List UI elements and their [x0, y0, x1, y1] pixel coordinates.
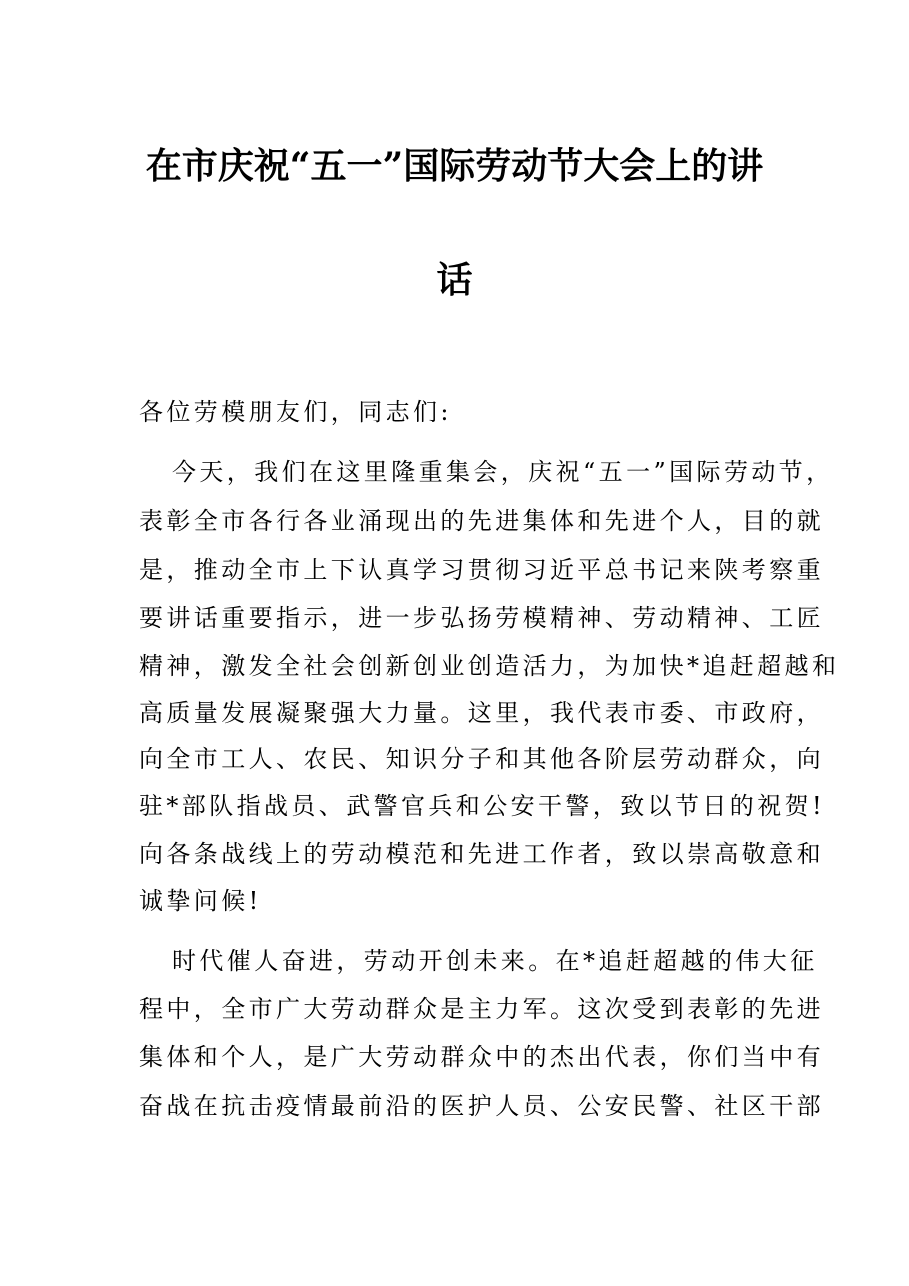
- paragraph-1-line: 精神，激发全社会创新创业创造活力，为加快*追赶超越和: [139, 652, 840, 680]
- paragraph-1-line: 要讲话重要指示，进一步弘扬劳模精神、劳动精神、工匠: [139, 604, 824, 632]
- paragraph-1-line: 高质量发展凝聚强大力量。这里，我代表市委、市政府，: [139, 699, 824, 727]
- paragraph-2-line: 奋战在抗击疫情最前沿的医护人员、公安民警、社区干部: [139, 1092, 824, 1120]
- document-title-line-1: 在市庆祝“五一”国际劳动节大会上的讲: [145, 145, 764, 187]
- document-title-line-2: 话: [436, 259, 473, 301]
- paragraph-2-line: 程中，全市广大劳动群众是主力军。这次受到表彰的先进: [139, 995, 824, 1023]
- paragraph-1-line: 向全市工人、农民、知识分子和其他各阶层劳动群众，向: [139, 745, 824, 773]
- paragraph-1-line: 诚挚问候!: [139, 887, 262, 915]
- paragraph-1-line: 表彰全市各行各业涌现出的先进集体和先进个人，目的就: [139, 507, 824, 535]
- paragraph-1-line: 驻*部队指战员、武警官兵和公安干警，致以节日的祝贺!: [139, 792, 826, 820]
- salutation: 各位劳模朋友们，同志们:: [139, 398, 452, 426]
- paragraph-1-line: 今天，我们在这里隆重集会，庆祝“五一”国际劳动节，: [172, 458, 834, 486]
- paragraph-1-line: 是，推动全市上下认真学习贯彻习近平总书记来陕考察重: [139, 556, 824, 584]
- paragraph-2-line: 集体和个人，是广大劳动群众中的杰出代表，你们当中有: [139, 1043, 824, 1071]
- paragraph-1-line: 向各条战线上的劳动模范和先进工作者，致以崇高敬意和: [139, 840, 824, 868]
- paragraph-2-line: 时代催人奋进，劳动开创未来。在*追赶超越的伟大征: [172, 947, 818, 975]
